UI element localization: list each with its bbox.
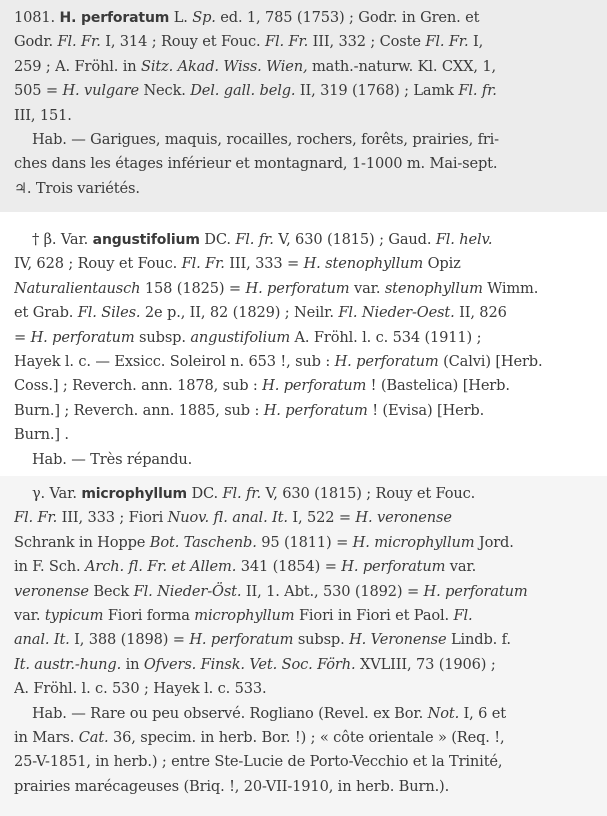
text-line [14,326,597,350]
text-run: III, 151. [14,106,72,124]
citation-italic: Fl. Nieder-Öst. [133,582,242,600]
text-run: V, 630 (1815) ; Gaud. [273,231,436,248]
text-run: 158 (1825) = [140,279,246,297]
text-line [14,350,597,374]
citation-italic: It. austr.-hung. [14,655,122,673]
text-run: 1081. [14,9,60,26]
text-run: in Mars. [14,728,79,746]
citation-italic: H. Veronense [349,631,447,649]
variety-angustifolium [14,228,597,472]
text-line [14,55,597,79]
text-line [14,104,597,128]
citation-italic: stenophyllum [384,279,483,297]
citation-italic: Naturalientausch [14,279,141,297]
text-run: IV, 628 ; Rouy et Fouc. [14,255,182,273]
text-run: (Calvi) [Herb. [438,352,543,370]
text-run: II, 319 (1768) ; Lamk [295,82,459,100]
citation-italic: angustifolium [190,328,291,346]
text-run: I, 522 = [287,509,356,527]
text-run: ♃. Trois variétés. [14,179,140,197]
text-line [14,152,597,176]
text-run: I, [468,33,484,51]
citation-italic: H. vulgare [62,82,139,100]
citation-italic: H. veronense [355,509,452,527]
citation-italic: H. stenophyllum [303,255,424,273]
citation-italic: Fl. [453,606,473,624]
text-run: Wimm. [482,279,539,297]
text-run: Schrank in Hoppe [14,533,150,551]
citation-italic: H. perforatum [263,401,368,419]
text-line [14,653,597,677]
citation-italic: H. perforatum [189,631,294,649]
citation-italic: Fl. Fr. [181,255,225,273]
citation-italic: Fl. fr. [222,485,261,502]
text-line [14,775,597,799]
text-line [14,128,597,152]
citation-italic: Fl. helv. [435,231,493,248]
text-run: ed. 1, 785 (1753) ; Godr. in Gren. et [215,9,480,26]
citation-italic: Sp. [192,9,216,26]
citation-italic: Fl. Fr. [57,33,101,51]
citation-italic: microphyllum [194,606,295,624]
text-line [14,6,597,30]
text-run: I, 6 et [459,704,506,722]
text-run: I, 314 ; Rouy et Fouc. [100,33,266,51]
text-run: ches dans les étages inférieur et montagnard, 1-1000 m. Mai-sept. [14,155,498,173]
text-run: var. [445,558,477,576]
text-run: Hayek l. c. — Exsicc. Soleirol n. 653 !, sub : [14,352,335,370]
text-line [14,482,597,506]
citation-italic: Fl. Fr. [14,509,58,527]
text-run: var. [14,606,45,624]
text-run: 259 ; A. Fröhl. in [14,57,141,75]
text-run: 505 = [14,82,63,100]
text-line [14,750,597,774]
text-line [14,30,597,54]
text-run: = [14,328,31,346]
text-run: Hab. — Très répandu. [14,450,193,468]
text-run: math.-naturw. Kl. CXX, 1, [307,57,496,75]
citation-italic: Fl. Siles. [77,304,141,322]
text-line [14,531,597,555]
text-run: subsp. [134,328,191,346]
text-run: V, 630 (1815) ; Rouy et Fouc. [260,485,476,502]
text-run: DC. [187,485,223,502]
citation-italic: H. perforatum [341,558,446,576]
citation-italic: H. perforatum [30,328,135,346]
text-run: DC. [199,231,236,248]
text-line [14,228,597,252]
text-line [14,277,597,301]
text-run: 95 (1811) = [256,533,353,551]
taxon-name: angustifolium [92,232,200,248]
text-run: subsp. [293,631,350,649]
text-run: XVLIII, 73 (1906) ; [355,655,496,673]
text-run: III, 332 ; Coste [308,33,426,51]
citation-italic: H. perforatum [262,377,367,395]
text-run: in F. Sch. [14,558,86,576]
text-run: et Grab. [14,304,78,322]
citation-italic: typicum [44,606,104,624]
citation-italic: Nuov. fl. anal. It. [167,509,288,527]
text-line [14,252,597,276]
citation-italic: Sitz. Akad. Wiss. Wien, [140,57,308,75]
text-line [14,448,597,472]
text-line [14,677,597,701]
text-run: III, 333 ; Fiori [57,509,168,527]
text-run: prairies marécageuses (Briq. !, 20-VII-1910, in herb. Burn.). [14,777,450,795]
text-run: Fiori in Fiori et Paol. [294,606,454,624]
text-line [14,702,597,726]
citation-italic: Fl. Fr. [425,33,469,51]
text-run: Burn.] . [14,426,69,444]
text-run: ! (Evisa) [Herb. [367,401,485,419]
entry-hypericum-perforatum [14,6,597,201]
text-run: Coss.] ; Reverch. ann. 1878, sub : [14,377,263,395]
citation-italic: H. microphyllum [352,533,475,551]
text-run: I, 388 (1898) = [69,631,190,649]
text-line [14,301,597,325]
text-run: var. [349,279,385,297]
text-run: Burn.] ; Reverch. ann. 1885, sub : [14,401,264,419]
citation-italic: Arch. fl. Fr. et Allem. [85,558,237,576]
text-run: A. Fröhl. l. c. 530 ; Hayek l. c. 533. [14,680,267,698]
citation-italic: Del. gall. belg. [190,82,296,100]
text-run: Opiz [423,255,461,273]
text-line [14,177,597,201]
text-run: 341 (1854) = [236,558,342,576]
citation-italic: Cat. [78,728,109,746]
taxon-name: microphyllum [81,486,187,502]
text-run: 2e p., II, 82 (1829) ; Neilr. [140,304,339,322]
text-line [14,628,597,652]
text-line [14,423,597,447]
variety-microphyllum [14,482,597,799]
citation-italic: Bot. Taschenb. [149,533,257,551]
text-run: III, 333 = [224,255,304,273]
text-line [14,580,597,604]
text-run: A. Fröhl. l. c. 534 (1911) ; [290,328,482,346]
text-run: II, 826 [454,304,507,322]
text-run: Lindb. f. [446,631,511,649]
citation-italic: H. perforatum [423,582,528,600]
text-run: II, 1. Abt., 530 (1892) = [241,582,424,600]
text-line [14,555,597,579]
text-run: γ. Var. [14,485,82,502]
citation-italic: Ofvers. Finsk. Vet. Soc. Förh. [143,655,356,673]
text-run: L. [169,9,193,26]
citation-italic: anal. It. [14,631,70,649]
citation-italic: Fl. Fr. [265,33,309,51]
citation-italic: H. perforatum [334,352,439,370]
text-run: Hab. — Rare ou peu observé. Rogliano (Revel. ex Bor. [14,704,428,722]
text-line [14,399,597,423]
text-run: in [121,655,144,673]
text-line [14,604,597,628]
text-line [14,79,597,103]
text-run: Jord. [474,533,514,551]
text-run: 36, specim. in herb. Bor. !) ; « côte orientale » (Req. !, [108,728,505,746]
text-run: Neck. [138,82,191,100]
text-run: Beck [88,582,134,600]
text-line [14,506,597,530]
citation-italic: H. perforatum [245,279,350,297]
citation-italic: Not. [427,704,460,722]
text-run: † β. Var. [14,231,93,248]
citation-italic: Fl. Nieder-Oest. [338,304,455,322]
text-run: ! (Bastelica) [Herb. [366,377,510,395]
text-line [14,726,597,750]
citation-italic: veronense [14,582,89,600]
citation-italic: Fl. fr. [458,82,497,100]
text-run: Godr. [14,33,58,51]
text-run: Hab. — Garigues, maquis, rocailles, rochers, forêts, prairies, fri- [14,130,499,148]
text-line [14,374,597,398]
text-run: Fiori forma [103,606,195,624]
text-run: 25-V-1851, in herb.) ; entre Ste-Lucie de Porto-Vecchio et la Trinité, [14,753,503,771]
taxon-name: H. perforatum [59,10,170,26]
citation-italic: Fl. fr. [235,231,274,248]
